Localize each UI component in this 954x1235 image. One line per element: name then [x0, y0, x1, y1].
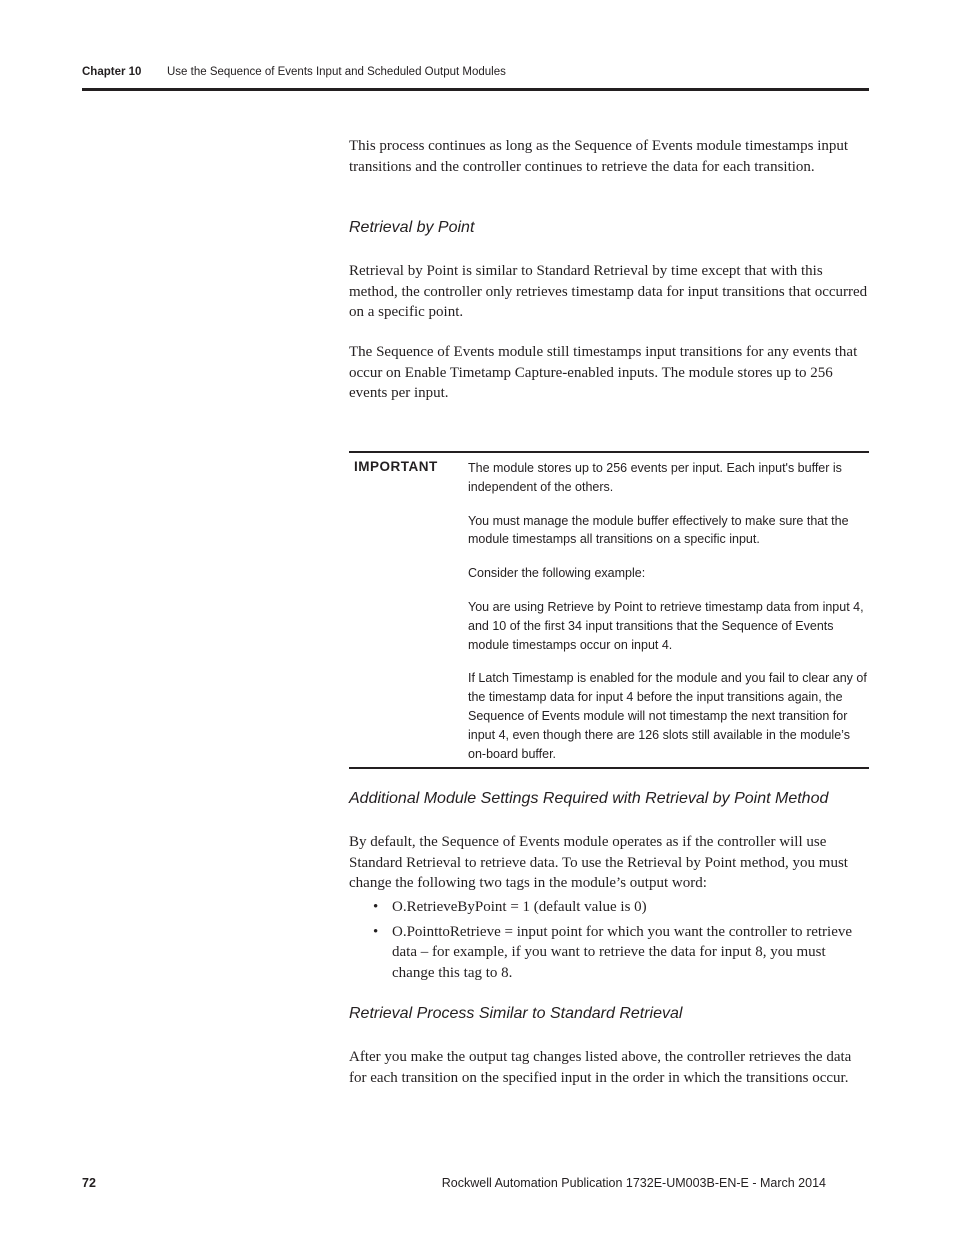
header-rule	[82, 88, 869, 91]
important-paragraph: You are using Retrieve by Point to retrieve timestamp data from input 4, and 10 of the first 34 input transitions that the Sequence of Events module timestamps occur on input 4.	[468, 599, 864, 652]
important-paragraph: If Latch Timestamp is enabled for the module and you fail to clear any of the timestamp data for input 4 before the input transitions again, the Sequence of Events module will not timestamp the next transition for input 4, even though there are 126 slots still available in the module’s on-board buffer.	[468, 671, 867, 761]
important-content	[468, 459, 868, 778]
heading-additional-settings: Additional Module Settings Required with Retrieval by Point Method	[349, 790, 829, 807]
paragraph-by-default: By default, the Sequence of Events module operates as if the controller will use Standard Retrieval to retrieve data. To use the Retrieval by Point method, you must change the following two tags in the module’s output word:	[349, 834, 848, 891]
important-paragraph: The module stores up to 256 events per input. Each input's buffer is independent of the others.	[468, 461, 842, 494]
paragraph-module-timestamps: The Sequence of Events module still timestamps input transitions for any events that occur on Enable Timetamp Capture-enabled inputs. The module stores up to 256 events per input.	[349, 344, 858, 401]
important-label: IMPORTANT	[354, 459, 438, 474]
paragraph-retrieval-by-point: Retrieval by Point is similar to Standard Retrieval by time except that with this method, the controller only retrieves timestamp data for input transitions that occurred on a specific point.	[349, 263, 868, 320]
page-number: 72	[82, 1176, 96, 1190]
chapter-title: Use the Sequence of Events Input and Scheduled Output Modules	[167, 66, 506, 78]
chapter-label: Chapter 10	[82, 66, 142, 78]
paragraph-after-changes: After you make the output tag changes listed above, the controller retrieves the data for each transition on the specified input in the order in which the transitions occur.	[349, 1049, 852, 1086]
list-item-text: O.PointtoRetrieve = input point for which you want the controller to retrieve data – for example, if you want to retrieve the data for input 8, you must change this tag to 8.	[392, 923, 853, 981]
heading-retrieval-by-point: Retrieval by Point	[349, 219, 475, 236]
list-item	[349, 922, 869, 984]
publication-info: Rockwell Automation Publication 1732E-UM003B-EN-E - March 2014	[441, 1176, 826, 1190]
list-item-text: O.RetrieveByPoint = 1 (default value is 0)	[392, 899, 647, 915]
important-callout	[349, 451, 869, 769]
paragraph-process-continues: This process continues as long as the Sequence of Events module timestamps input transitions and the controller continues to retrieve the data for each transition.	[349, 138, 849, 175]
bullet-icon: •	[373, 899, 379, 915]
heading-retrieval-process: Retrieval Process Similar to Standard Retrieval	[349, 1005, 683, 1022]
tag-list	[349, 897, 869, 987]
important-paragraph: Consider the following example:	[468, 566, 646, 581]
bullet-icon: •	[373, 923, 379, 940]
important-paragraph: You must manage the module buffer effectively to make sure that the module timestamps all transitions on a specific input.	[468, 513, 849, 547]
list-item	[349, 897, 869, 918]
